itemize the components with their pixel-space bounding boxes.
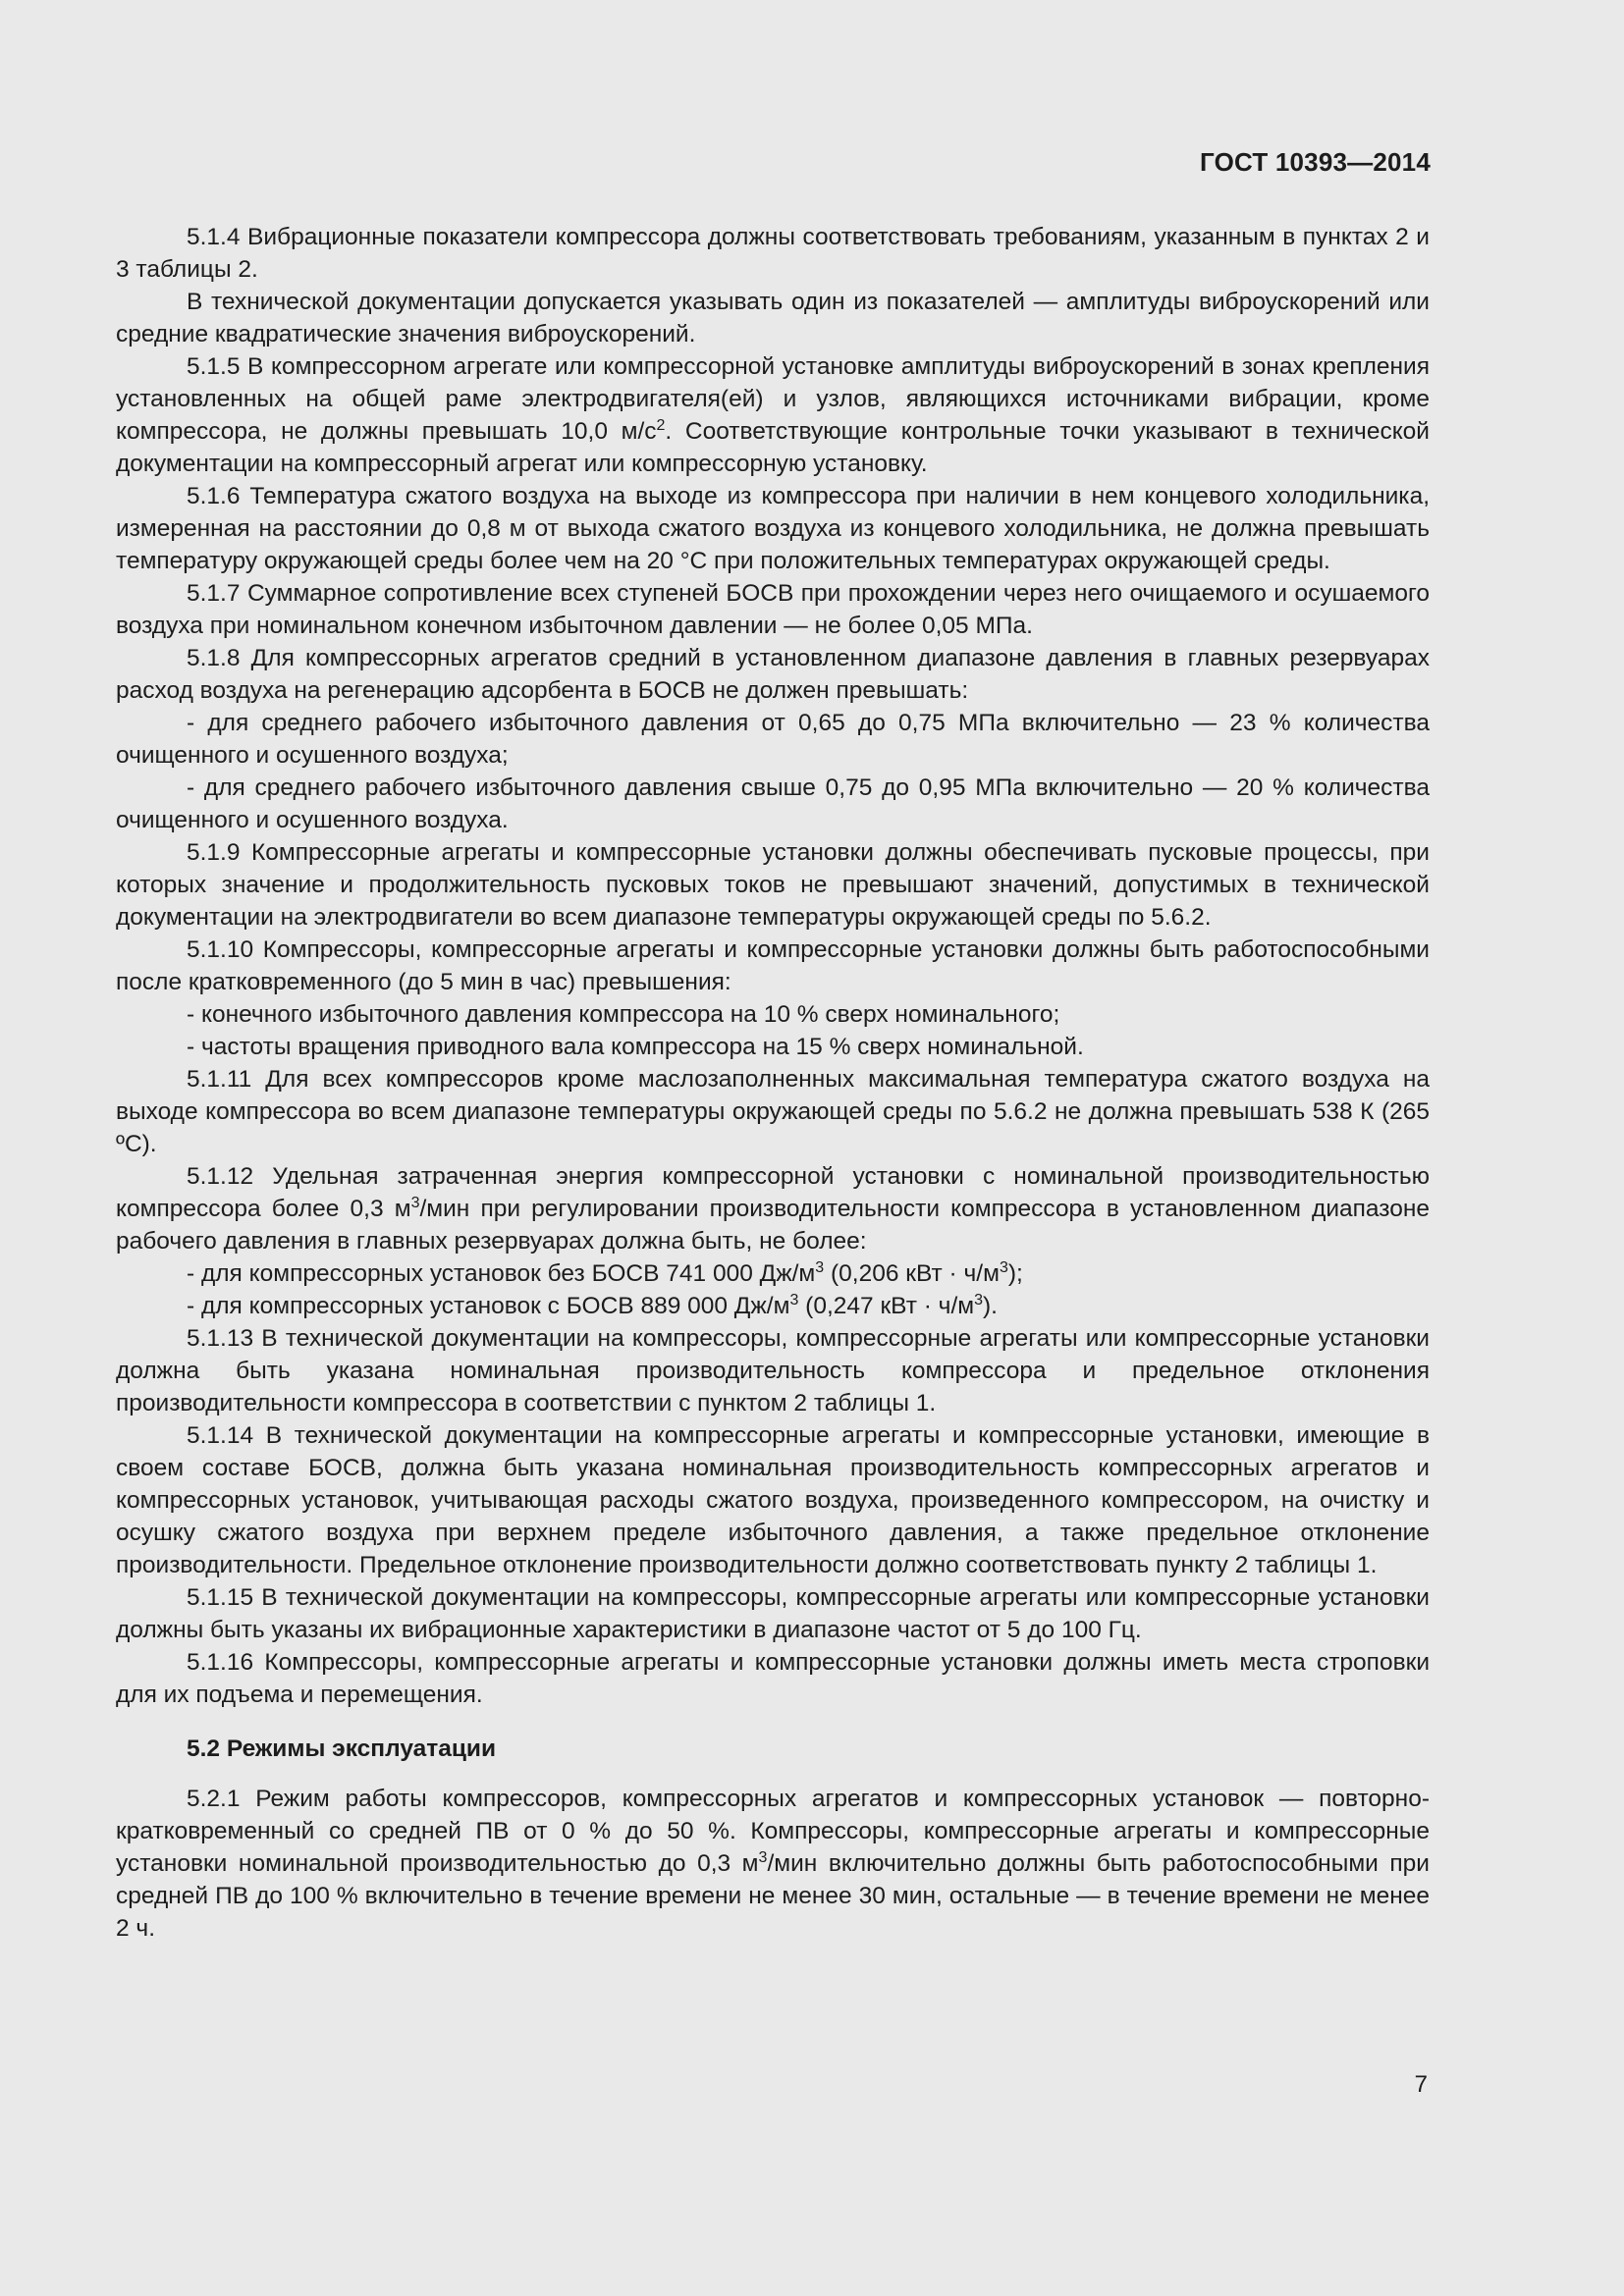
paragraph-5-1-15: 5.1.15 В технической документации на компрессоры, компрессорные агрегаты или компрессорные установки должны быть указаны их вибрационные характеристики в диапазоне частот от 5 до 100 Гц.: [116, 1584, 1430, 1643]
paragraph-5-1-8: 5.1.8 Для компрессорных агрегатов средний в установленном диапазоне давления в главных резервуарах расход воздуха на регенерацию адсорбента в БОСВ не должен превышать:: [116, 645, 1430, 704]
list-item-with-bosv: - для компрессорных установок с БОСВ 889 000 $Дж/м^3$ (0,247 кВт · $ч/м^3$).: [187, 1292, 998, 1319]
document-code-header: ГОСТ 10393—2014: [1200, 147, 1431, 177]
document-body: [116, 221, 1430, 1945]
section-title-5-2: 5.2 Режимы эксплуатации: [187, 1735, 497, 1762]
paragraph-5-1-12: 5.1.12 Удельная затраченная энергия компрессорной установки с номинальной производительностью компрессора более 0,3 $м^3$/мин при регулировании производительности компрессора в установленном диапазоне рабочего давления в главных резервуарах должна быть, не более:: [116, 1163, 1430, 1255]
paragraph-5-1-14: 5.1.14 В технической документации на компрессорные агрегаты и компрессорные установки, имеющие в своем составе БОСВ, должна быть указана номинальная производительность компрессорных агрегатов и компрессорных установок, учитывающая расходы сжатого воздуха, произведенного компрессором, на очистку и осушку сжатого воздуха при верхнем пределе избыточного давления, а также предельное отклонение производительности. Предельное отклонение производительности должно соответствовать пункту 2 таблицы 1.: [116, 1422, 1430, 1578]
paragraph-5-1-13: 5.1.13 В технической документации на компрессоры, компрессорные агрегаты или компрессорные установки должна быть указана номинальная производительность компрессора и предельное отклонения производительности компрессора в соответствии с пунктом 2 таблицы 1.: [116, 1325, 1430, 1416]
paragraph-5-1-6: 5.1.6 Температура сжатого воздуха на выходе из компрессора при наличии в нем концевого холодильника, измеренная на расстоянии до 0,8 м от выхода сжатого воздуха из концевого холодильника, не должна превышать температуру окружающей среды более чем на 20 °С при положительных температурах окружающей среды.: [116, 483, 1430, 574]
paragraph-5-1-4-note: В технической документации допускается указывать один из показателей — амплитуды виброускорений или средние квадратические значения виброускорений.: [116, 289, 1430, 347]
page-number: 7: [1414, 2071, 1428, 2098]
paragraph-5-1-5: 5.1.5 В компрессорном агрегате или компрессорной установке амплитуды виброускорений в зонах крепления установленных на общей раме электродвигателя(ей) и узлов, являющихся источниками вибрации, кроме компрессора, не должны превышать 10,0 $м/с^2$. Соответствующие контрольные точки указывают в технической документации на компрессорный агрегат или компрессорную установку.: [116, 353, 1430, 477]
list-item-pressure-075-095: - для среднего рабочего избыточного давления свыше 0,75 до 0,95 МПа включительно — 20 % количества очищенного и осушенного воздуха.: [116, 774, 1430, 833]
list-item-pressure-065-075: - для среднего рабочего избыточного давления от 0,65 до 0,75 МПа включительно — 23 % количества очищенного и осушенного воздуха;: [116, 710, 1430, 769]
paragraph-5-1-7: 5.1.7 Суммарное сопротивление всех ступеней БОСВ при прохождении через него очищаемого и осушаемого воздуха при номинальном конечном избыточном давлении — не более 0,05 МПа.: [116, 580, 1430, 639]
list-item-without-bosv: - для компрессорных установок без БОСВ 741 000 $Дж/м^3$ (0,206 кВт · $ч/м^3$);: [187, 1259, 1023, 1287]
paragraph-5-2-1: 5.2.1 Режим работы компрессоров, компрессорных агрегатов и компрессорных установок — повторно-кратковременный со средней ПВ от 0 % до 50 %. Компрессоры, компрессорные агрегаты и компрессорные установки номинальной производительностью до 0,3 $м^3$/мин включительно должны быть работоспособными при средней ПВ до 100 % включительно в течение времени не менее 30 мин, остальные — в течение времени не менее 2 ч.: [116, 1786, 1430, 1942]
paragraph-5-1-4: 5.1.4 Вибрационные показатели компрессора должны соответствовать требованиям, указанным в пунктах 2 и 3 таблицы 2.: [116, 224, 1430, 283]
list-item-final-pressure: - конечного избыточного давления компрессора на 10 % сверх номинального;: [187, 1001, 1060, 1028]
paragraph-5-1-10: 5.1.10 Компрессоры, компрессорные агрегаты и компрессорные установки должны быть работоспособными после кратковременного (до 5 мин в час) превышения:: [116, 936, 1430, 995]
paragraph-5-1-16: 5.1.16 Компрессоры, компрессорные агрегаты и компрессорные установки должны иметь места строповки для их подъема и перемещения.: [116, 1649, 1430, 1708]
paragraph-5-1-11: 5.1.11 Для всех компрессоров кроме маслозаполненных максимальная температура сжатого воздуха на выходе компрессора во всем диапазоне температуры окружающей среды по 5.6.2 не должна превышать 538 К (265 ºС).: [116, 1066, 1430, 1157]
list-item-rotation-frequency: - частоты вращения приводного вала компрессора на 15 % сверх номинальной.: [187, 1034, 1084, 1060]
paragraph-5-1-9: 5.1.9 Компрессорные агрегаты и компрессорные установки должны обеспечивать пусковые процессы, при которых значение и продолжительность пусковых токов не превышают значений, допустимых в технической документации на электродвигатели во всем диапазоне температуры окружающей среды по 5.6.2.: [116, 839, 1430, 931]
